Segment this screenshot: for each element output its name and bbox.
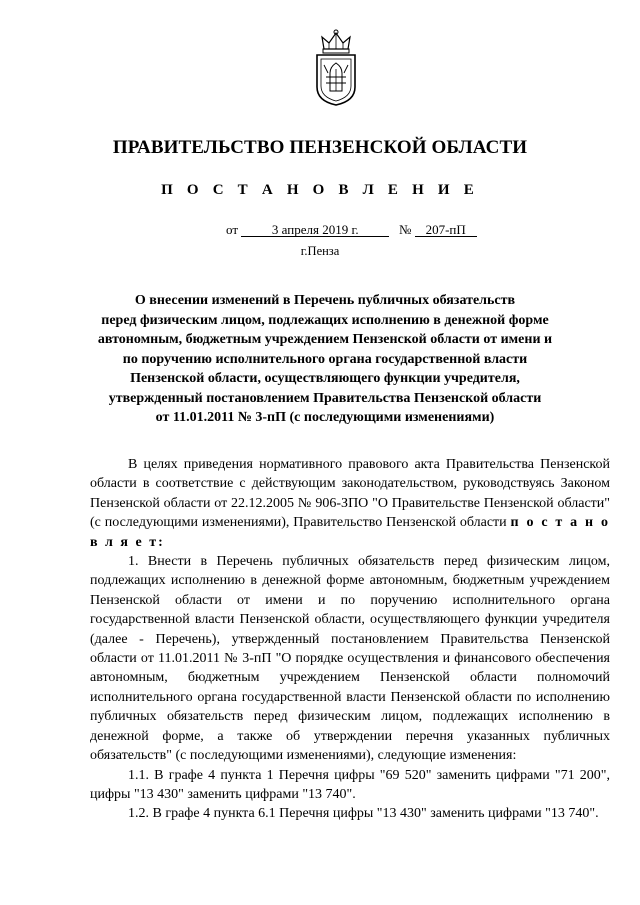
body-paragraph: 1.2. В графе 4 пункта 6.1 Перечня цифры "13 430" заменить цифрами "13 740". [128, 806, 599, 822]
org-title: ПРАВИТЕЛЬСТВО ПЕНЗЕНСКОЙ ОБЛАСТИ [112, 137, 528, 158]
date-number-line [226, 222, 477, 238]
subject-line: утвержденный постановлением Правительства Пензенской области [108, 390, 542, 406]
body-paragraph: 1.1. В графе 4 пункта 1 Перечня цифры "69 520" заменить цифрами "71 200", цифры "13 430" заменить цифрами "13 740". [90, 767, 610, 802]
subject-line: Пензенской области, осуществляющего функции учредителя, [130, 371, 520, 386]
body-paragraph: 1. Внести в Перечень публичных обязательств перед физическим лицом, подлежащих исполнению в денежной форме автономным, бюджетным учреждением Пензенской области от имени и по поручению исполнительного органа государственной власти Пензенской области, осуществляющего функции учредителя (далее - Перечень), утвержденный постановлением Правительства Пензенской области от 11.01.2011 № 3-пП "О порядке осуществления и финансового обеспечения автономным, бюджетным учреждением Пензенской области полномочий исполнительного органа государственной власти Пензенской области по исполнению публичных обязательств перед физическим лицом, подлежащих исполнению в денежной форме, а также об утверждении перечня указанных публичных обязательств" (с последующими изменениями), следующие изменения: [90, 554, 610, 764]
subject-line: перед физическим лицом, подлежащих исполнению в денежной форме [101, 312, 549, 328]
document-date: 3 апреля 2019 г. [241, 223, 389, 237]
date-prefix: от [226, 222, 239, 237]
document-number: 207-пП [415, 223, 477, 237]
subject-line: по поручению исполнительного органа государственной власти [122, 351, 528, 367]
subject-line: О внесении изменений в Перечень публичных обязательств [134, 293, 516, 308]
document-body [90, 455, 610, 824]
decree-word: п о с т а н о в л я е т: [90, 515, 610, 550]
document-subject [90, 291, 560, 428]
preamble-text: В целях приведения нормативного правового акта Правительства Пензенской области в соответствие с действующим законодательством, руководствуясь Законом Пензенской области от 22.12.2005 № 906-ЗПО "О Правительстве Пензенской области" (с последующими изменениями), Правительство Пензенской области [90, 457, 610, 531]
document-type: П О С Т А Н О В Л Е Н И Е [161, 182, 479, 198]
subject-line: автономным, бюджетным учреждением Пензенской области от имени и [97, 332, 553, 347]
number-prefix: № [399, 222, 412, 237]
body-paragraph [90, 455, 610, 552]
city: г.Пенза [300, 244, 340, 258]
penza-coat-of-arms-icon [312, 29, 360, 107]
subject-line: от 11.01.2011 № 3-пП (с последующими изменениями) [155, 410, 495, 425]
